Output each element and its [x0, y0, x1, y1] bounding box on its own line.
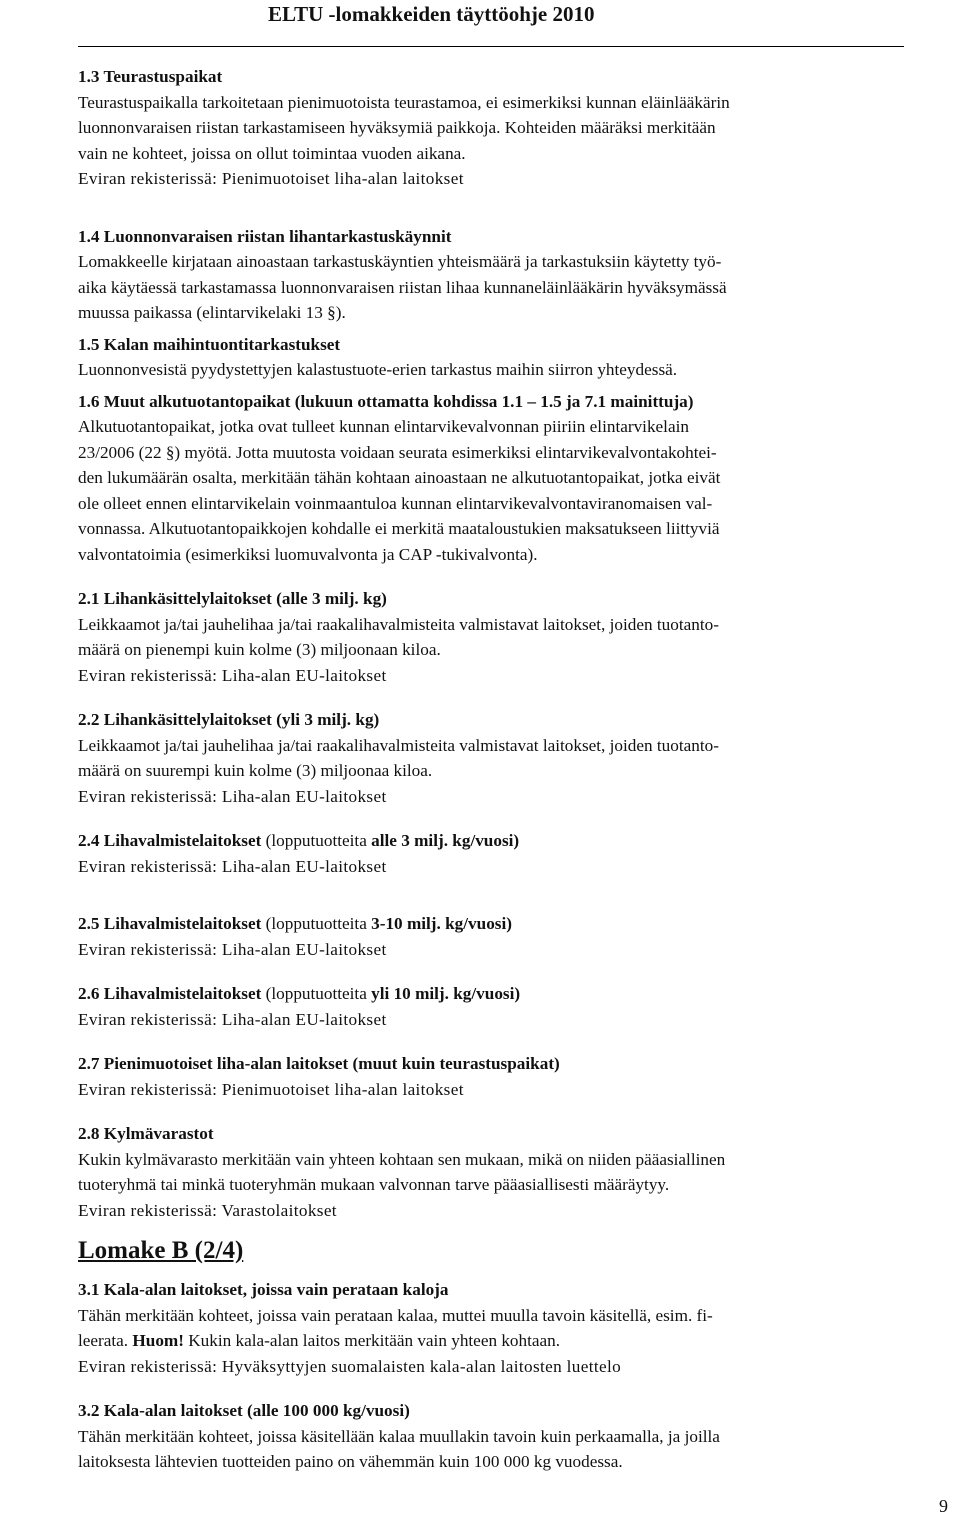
section-1-3-line: luonnonvaraisen riistan tarkastamiseen hyväksymiä paikkoja. Kohteiden määräksi merkitään: [78, 118, 716, 137]
section-1-6-heading: 1.6 Muut alkutuotantopaikat (lukuun ottamatta kohdissa 1.1 – 1.5 ja 7.1 mainittuja): [78, 391, 694, 411]
section-2-8-heading: 2.8 Kylmävarastot: [78, 1124, 214, 1143]
section-3-1-heading: 3.1 Kala-alan laitokset, joissa vain perataan kaloja: [78, 1280, 449, 1299]
document-body: [78, 64, 904, 1475]
section-2-8-line: Kukin kylmävarasto merkitään vain yhteen kohtaan sen mukaan, mikä on niiden pääasiallinen: [78, 1149, 726, 1169]
section-1-6-line: 23/2006 (22 §) myötä. Jotta muutosta voidaan seurata esimerkiksi elintarvikevalvontakohtei-: [78, 442, 717, 462]
section-2-7-heading: 2.7 Pienimuotoiset liha-alan laitokset (muut kuin teurastuspaikat): [78, 1054, 560, 1073]
section-2-6-registry: Eviran rekisterissä: Liha-alan EU-laitokset: [78, 1009, 387, 1029]
section-3-1-registry: Eviran rekisterissä: Hyväksyttyjen suomalaisten kala-alan laitosten luettelo: [78, 1356, 622, 1376]
section-1-3-line: vain ne kohteet, joissa on ollut toimintaa vuoden aikana.: [78, 143, 466, 163]
section-1-3-line: Teurastuspaikalla tarkoitetaan pienimuotoista teurastamoa, ei esimerkiksi kunnan eläinlääkärin: [78, 92, 730, 112]
section-3-2-heading: 3.2 Kala-alan laitokset (alle 100 000 kg/vuosi): [78, 1401, 410, 1420]
section-3-2-line: laitoksesta lähtevien tuotteiden paino on vähemmän kuin 100 000 kg vuodessa.: [78, 1452, 623, 1471]
section-2-1-line: Leikkaamot ja/tai jauhelihaa ja/tai raakalihavalmisteita valmistavat laitokset, joiden tuotanto-: [78, 614, 719, 634]
document-header-title: ELTU -lomakkeiden täyttöohje 2010: [268, 2, 595, 26]
section-1-3-registry: Eviran rekisterissä: Pienimuotoiset liha-alan laitokset: [78, 169, 464, 188]
section-3-2-line: Tähän merkitään kohteet, joissa käsitellään kalaa muullakin tavoin kuin perkaamalla, ja joilla: [78, 1426, 720, 1446]
section-1-6-line: vonnassa. Alkutuotantopaikkojen kohdalle ei merkitä maataloustukien maksatukseen liittyviä: [78, 519, 720, 538]
section-1-6-line: Alkutuotantopaikat, jotka ovat tulleet kunnan elintarvikevalvonnan piiriin elintarvikelain: [78, 417, 689, 436]
section-2-1-line: määrä on pienempi kuin kolme (3) miljoonaan kiloa.: [78, 640, 441, 659]
section-2-4-registry: Eviran rekisterissä: Liha-alan EU-laitokset: [78, 856, 387, 876]
section-2-1-heading: 2.1 Lihankäsittelylaitokset (alle 3 milj. kg): [78, 589, 387, 608]
section-2-2-registry: Eviran rekisterissä: Liha-alan EU-laitokset: [78, 786, 387, 806]
section-2-5-heading: [78, 911, 904, 937]
section-2-5-registry: Eviran rekisterissä: Liha-alan EU-laitokset: [78, 939, 387, 959]
section-2-4-heading-bold2: alle 3 milj. kg/vuosi): [371, 831, 520, 850]
section-1-4-heading: 1.4 Luonnonvaraisen riistan lihantarkastuskäynnit: [78, 226, 452, 246]
section-3-1-line: Tähän merkitään kohteet, joissa vain perataan kalaa, muttei muulla tavoin käsitellä, esim. fi-: [78, 1305, 713, 1325]
section-2-6-heading-normal: (lopputuotteita: [261, 984, 372, 1003]
section-2-6-heading-bold: 2.6 Lihavalmistelaitokset: [78, 984, 262, 1003]
section-1-6-line: ole olleet ennen elintarvikelain voinmaantuloa kunnan elintarvikevalvontaviranomaisen val-: [78, 493, 713, 513]
section-2-5-heading-bold2: 3-10 milj. kg/vuosi): [371, 914, 512, 933]
header-rule: [78, 46, 904, 47]
section-1-4-line: muussa paikassa (elintarvikelaki 13 §).: [78, 303, 346, 322]
section-2-4-heading-bold: 2.4 Lihavalmistelaitokset: [78, 831, 262, 850]
section-3-1-line-2: [78, 1328, 904, 1354]
section-2-5-heading-normal: (lopputuotteita: [261, 914, 372, 933]
form-b-title: Lomake B (2/4): [78, 1237, 244, 1264]
section-1-4-line: aika käytäessä tarkastamassa luonnonvaraisen riistan lihaa kunnaneläinlääkärin hyväksymässä: [78, 277, 727, 297]
section-1-6-line: den lukumäärän osalta, merkitään tähän kohtaan ainoastaan ne alkutuotantopaikat, jotka eivät: [78, 468, 721, 487]
section-2-4-heading-normal: (lopputuotteita: [261, 831, 372, 850]
section-1-4-line: Lomakkeelle kirjataan ainoastaan tarkastuskäyntien yhteismäärä ja tarkastuksiin käytetty työ-: [78, 252, 722, 271]
page-number: 9: [939, 1496, 948, 1516]
section-3-1-note-label: Huom!: [132, 1331, 184, 1350]
section-2-7-registry: Eviran rekisterissä: Pienimuotoiset liha-alan laitokset: [78, 1079, 464, 1099]
section-1-5-heading: 1.5 Kalan maihintuontitarkastukset: [78, 334, 341, 354]
section-2-4-heading: [78, 828, 904, 854]
section-2-2-heading: 2.2 Lihankäsittelylaitokset (yli 3 milj. kg): [78, 710, 380, 729]
section-3-1-line-2a: leerata.: [78, 1331, 133, 1350]
section-2-1-registry: Eviran rekisterissä: Liha-alan EU-laitokset: [78, 665, 387, 685]
section-1-5-line: Luonnonvesistä pyydystettyjen kalastustuote-erien tarkastus maihin siirron yhteydessä.: [78, 360, 678, 379]
section-2-6-heading: [78, 981, 904, 1007]
section-3-1-line-2c: Kukin kala-alan laitos merkitään vain yhteen kohtaan.: [183, 1331, 561, 1350]
section-2-2-line: Leikkaamot ja/tai jauhelihaa ja/tai raakalihavalmisteita valmistavat laitokset, joiden tuotanto-: [78, 735, 719, 755]
section-2-2-line: määrä on suurempi kuin kolme (3) miljoonaa kiloa.: [78, 761, 433, 780]
section-1-3-heading: 1.3 Teurastuspaikat: [78, 67, 223, 86]
section-2-5-heading-bold: 2.5 Lihavalmistelaitokset: [78, 914, 262, 933]
section-2-6-heading-bold2: yli 10 milj. kg/vuosi): [371, 984, 521, 1003]
section-2-8-line: tuoteryhmä tai minkä tuoteryhmän mukaan valvonnan tarve pääasiallisesti määräytyy.: [78, 1175, 670, 1194]
section-2-8-registry: Eviran rekisterissä: Varastolaitokset: [78, 1200, 337, 1220]
section-1-6-line: valvontatoimia (esimerkiksi luomuvalvonta ja CAP -tukivalvonta).: [78, 544, 538, 564]
